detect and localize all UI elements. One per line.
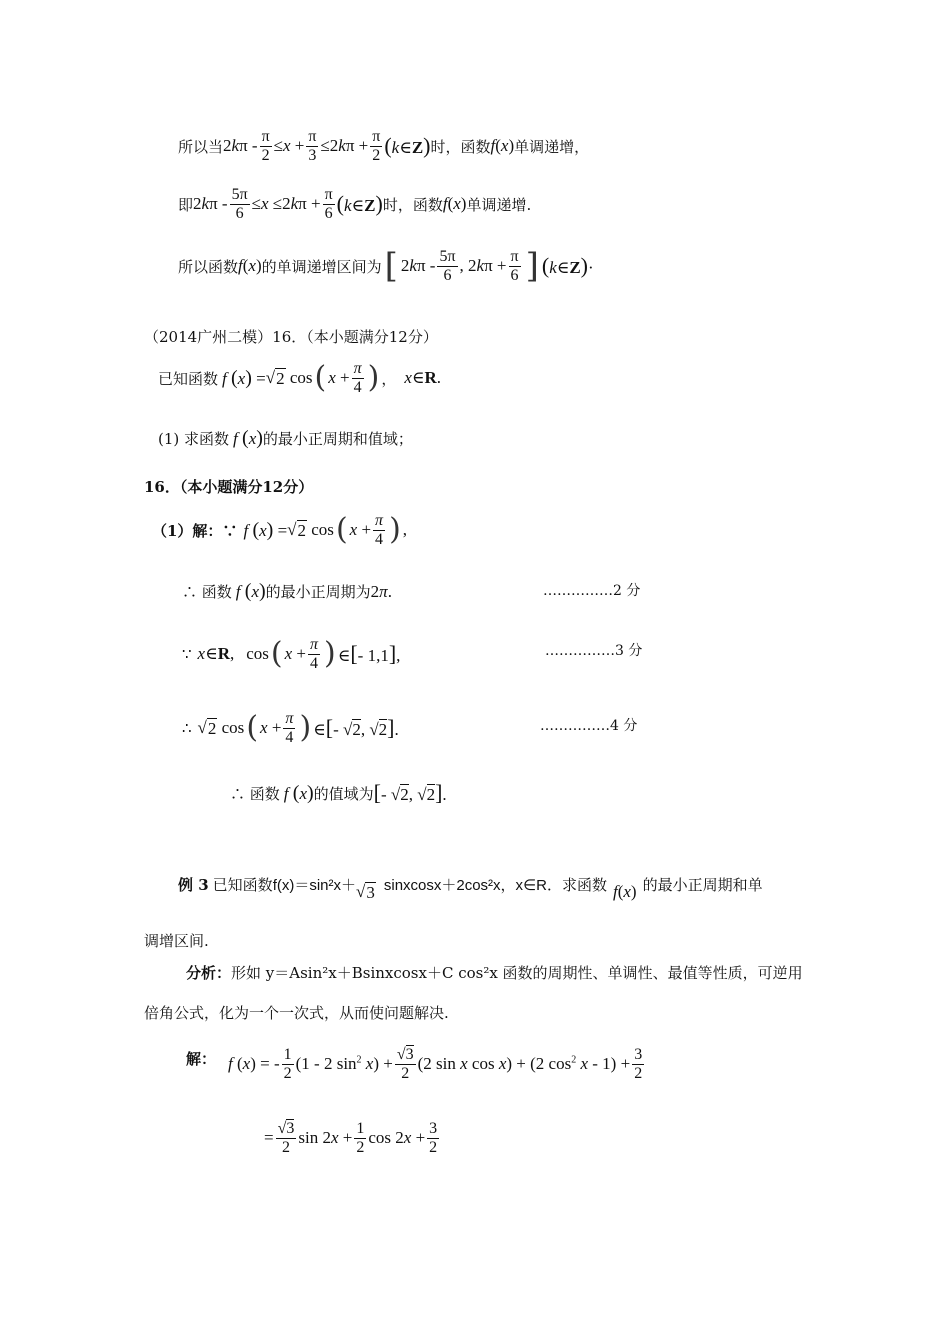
given-function: 已知函数 f (x) = √ 2 cos ( x + $\frac{\pi}{4}$ ) ， x∈R. [158, 360, 442, 396]
step-5: ∴ 函数 f (x) 的值域为 [- √2, √2]. [230, 780, 447, 805]
math-1: 2kπ - [223, 136, 258, 156]
ineq-line-2: 即 2kπ - $\frac{5\pi}{6}$ ≤x ≤2kπ + $\frac{\pi}{6}$ (k∈Z) 时，函数 f(x) 单调递增. [178, 186, 532, 222]
example-3-cont: 调增区间. [144, 932, 209, 950]
solution-label: 解： [186, 1050, 217, 1068]
l3-post: 的单调递增区间为 [261, 257, 382, 276]
step-3: ∵ x∈R, cos ( x + $\frac{\pi}{4}$ ) ∈[- 1,1], [182, 636, 401, 672]
l3-pre: 所以函数 [178, 257, 239, 276]
score-3: ……………3 分 [545, 643, 643, 659]
source-header: （2014广州二模）16．（本小题满分12分） [144, 328, 438, 346]
interval-line: 所以函数 f(x) 的单调递增区间为 [ 2kπ - $\frac{5\pi}{6}$ , 2kπ + $\frac{\pi}{6}$ ] (k∈Z)· [178, 246, 594, 287]
score-2: ……………2 分 [543, 583, 641, 599]
step-4: ∴ √ 2 cos ( x + $\frac{\pi}{4}$ ) ∈[- √2, √2]. [182, 710, 399, 746]
l1-post: 单调递增， [514, 137, 590, 156]
l2-mid: 时，函数 [382, 195, 443, 214]
analysis-line-1: 分析： 形如 y＝Asin²x＋Bsinxcosx＋C cos²x 函数的周期性、单调性、最值等性质，可逆用 [186, 964, 803, 982]
solution-eq-2: = $\frac{√3}{2}$ sin 2x + $\frac{1}{2}$ cos 2x + $\frac{3}{2}$ [264, 1120, 438, 1156]
solution-eq-1: f (x) = - $\frac{1}{2}$ (1 - 2 $\sin^2 x$) + $\frac{√3}{2}$ (2 sin x cos x) + (2 $\cos^2 x - 1$) + $\frac{3}{2}$ [228, 1046, 643, 1082]
example-3: 例 3 已知函数 f(x)＝sin²x＋ √ 3 sinxcosx＋2cos²x，x∈R．求函数 f(x) 的最小正周期和单 [178, 876, 763, 902]
l1-pre: 所以当 [178, 137, 224, 156]
score-4: ……………4 分 [540, 718, 638, 734]
answer-heading: 16．（本小题满分12分） [144, 478, 314, 496]
l1-mid: 时，函数 [430, 137, 491, 156]
question-1: (1) 求函数 f (x) 的最小正周期和值域； [158, 427, 413, 449]
ineq-line-1: 所以当 2kπ - $\frac{\pi}{2}$ ≤x + $\frac{\pi}{3}$ ≤2kπ + $\frac{\pi}{2}$ (k∈Z) 时，函数 f(x) 单调递增， [178, 128, 590, 164]
frac-pi-2: $\frac{\pi}{2}$ [261, 128, 270, 164]
l2-pre: 即 [178, 195, 194, 214]
step-1: （1）解：∵ f (x) = √ 2 cos ( x + $\frac{\pi}{4}$ ) , [152, 512, 408, 548]
analysis-line-2: 倍角公式，化为一个一次式，从而使问题解决. [144, 1004, 449, 1022]
step-2: ∴ 函数 f (x) 的最小正周期为 2π. [182, 580, 392, 602]
l2-post: 单调递增. [466, 195, 532, 214]
